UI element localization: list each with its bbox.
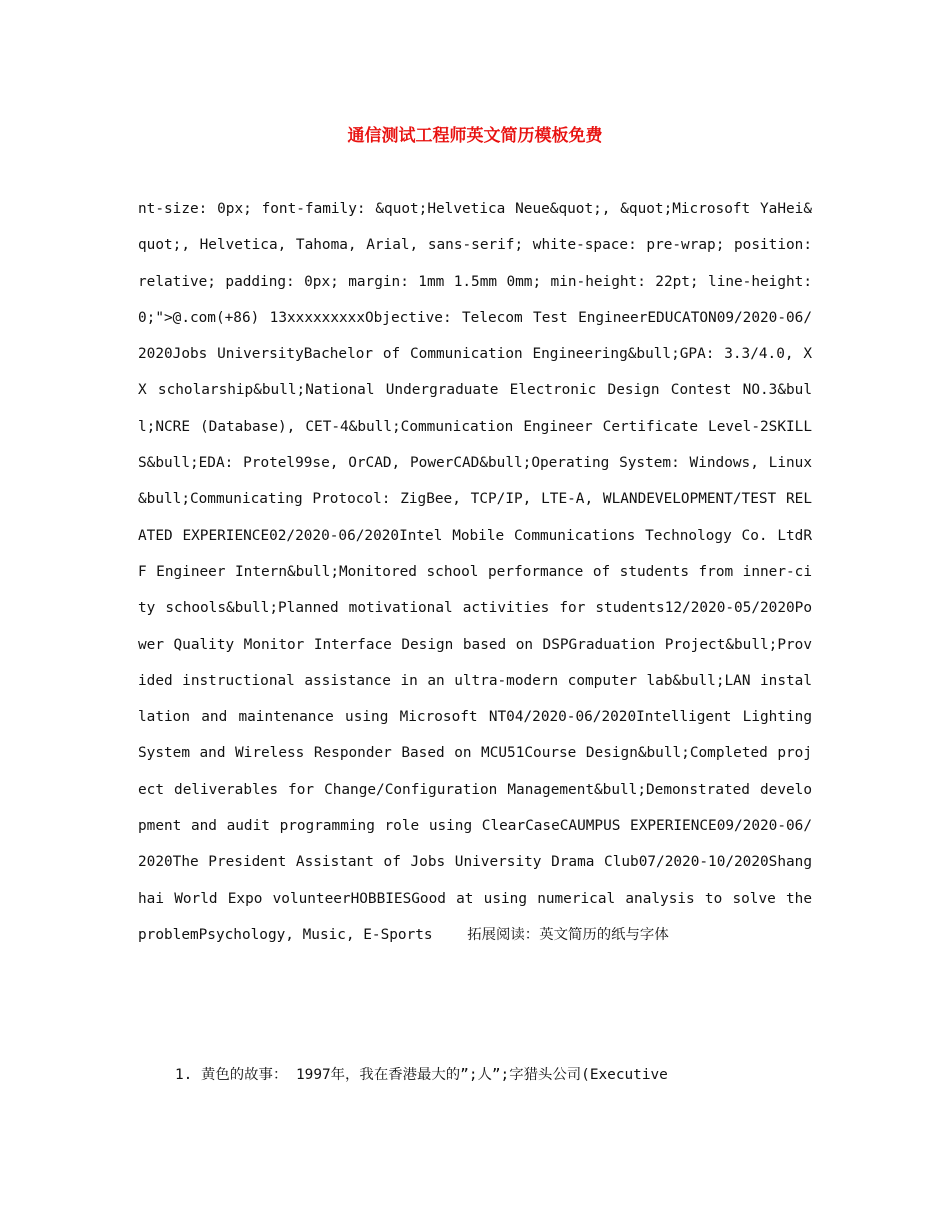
- extended-reading-label: 拓展阅读：英文简历的纸与字体: [467, 926, 669, 943]
- resume-body-text: nt-size: 0px; font-family: &quot;Helvetica Neue&quot;, &quot;Microsoft YaHei&quot;, Helvetica, Tahoma, Arial, sans-serif; white-space: pre-wrap; position: relative; padding: 0px; margin: 1mm 1.5mm 0mm; min-height: 22pt; line-height: 0;">@.com(+86) 13xxxxxxxxxObjective: Telecom Test EngineerEDUCATON09/2020-06/2020Jobs UniversityBachelor of Communication Engineering&bull;GPA: 3.3/4.0, XX scholarship&bull;National Undergraduate Electronic Design Contest NO.3&bull;NCRE (Database), CET-4&bull;Communication Engineer Certificate Level-2SKILLS&bull;EDA: Protel99se, OrCAD, PowerCAD&bull;Operating System: Windows, Linux&bull;Communicating Protocol: ZigBee, TCP/IP, LTE-A, WLANDEVELOPMENT/TEST RELATED EXPERIENCE02/2020-06/2020Intel Mobile Communications Technology Co. LtdRF Engineer Intern&bull;Monitored school performance of students from inner-city schools&bull;Planned motivational activities for students12/2020-05/2020Power Quality Monitor Interface Design based on DSPGraduation Project&bull;Provided instructional assistance in an ultra-modern computer lab&bull;LAN installation and maintenance using Microsoft NT04/2020-06/2020Intelligent Lighting System and Wireless Responder Based on MCU51Course Design&bull;Completed project deliverables for Change/Configuration Management&bull;Demonstrated development and audit programming role using ClearCaseCAUMPUS EXPERIENCE09/2020-06/2020The President Assistant of Jobs University Drama Club07/2020-10/2020Shanghai World Expo volunteerHOBBIESGood at using numerical analysis to solve the problemPsychology, Music, E-Sports: [138, 201, 812, 943]
- document-title: 通信测试工程师英文简历模板免费: [347, 126, 603, 146]
- document-body: [138, 191, 812, 953]
- list-item-1: 1. 黄色的故事： 1997年，我在香港最大的”;人”;字猎头公司(Executive: [175, 1067, 668, 1083]
